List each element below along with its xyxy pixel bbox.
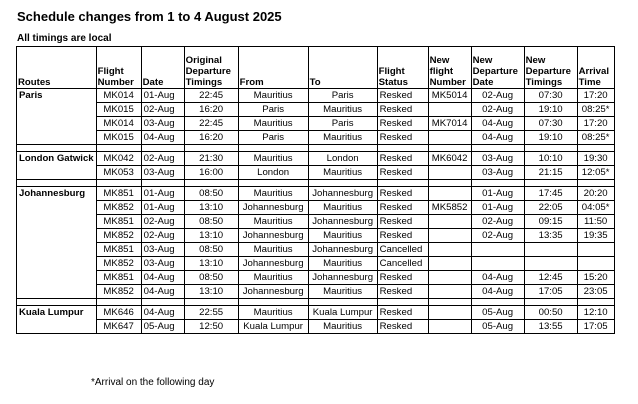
table-row: [17, 257, 615, 271]
flight-status-cell: Resked: [377, 131, 428, 145]
new-flight-number-cell: [428, 243, 471, 257]
table-row: [17, 215, 615, 229]
flight-status-cell: Cancelled: [377, 243, 428, 257]
spacer-cell: [577, 145, 614, 152]
spacer-cell: [96, 299, 141, 306]
flight-number-cell: MK015: [96, 131, 141, 145]
new-departure-time-cell: 21:15: [524, 166, 577, 180]
to-cell: Mauritius: [308, 131, 377, 145]
arrival-time-cell: [577, 243, 614, 257]
date-cell: 01-Aug: [141, 89, 184, 103]
date-cell: 05-Aug: [141, 320, 184, 334]
flight-number-cell: MK852: [96, 285, 141, 299]
to-cell: Mauritius: [308, 201, 377, 215]
flight-number-cell: MK852: [96, 257, 141, 271]
spacer-cell: [141, 299, 184, 306]
date-cell: 01-Aug: [141, 201, 184, 215]
route-cell-empty: [17, 320, 97, 334]
flight-number-cell: MK851: [96, 243, 141, 257]
flight-status-cell: Resked: [377, 201, 428, 215]
header-date: Date: [141, 47, 184, 89]
route-cell-empty: [17, 257, 97, 271]
route-cell-empty: [17, 117, 97, 131]
arrival-time-cell: 12:05*: [577, 166, 614, 180]
date-cell: 04-Aug: [141, 131, 184, 145]
spacer-cell: [524, 145, 577, 152]
date-cell: 01-Aug: [141, 187, 184, 201]
table-row: [17, 89, 615, 103]
new-departure-date-cell: 05-Aug: [471, 320, 524, 334]
new-departure-time-cell: 13:35: [524, 229, 577, 243]
new-departure-time-cell: 09:15: [524, 215, 577, 229]
flight-number-cell: MK851: [96, 215, 141, 229]
from-cell: Mauritius: [238, 152, 308, 166]
original-departure-cell: 16:00: [184, 166, 238, 180]
new-departure-time-cell: 19:10: [524, 131, 577, 145]
new-departure-date-cell: 02-Aug: [471, 215, 524, 229]
original-departure-cell: 12:50: [184, 320, 238, 334]
route-cell-empty: [17, 243, 97, 257]
to-cell: Johannesburg: [308, 271, 377, 285]
flight-number-cell: MK851: [96, 271, 141, 285]
table-row: [17, 285, 615, 299]
original-departure-cell: 16:20: [184, 103, 238, 117]
flight-number-cell: MK852: [96, 201, 141, 215]
group-spacer-row: [17, 180, 615, 187]
flight-number-cell: MK053: [96, 166, 141, 180]
spacer-cell: [471, 145, 524, 152]
to-cell: Mauritius: [308, 229, 377, 243]
route-cell-empty: [17, 215, 97, 229]
to-cell: Mauritius: [308, 166, 377, 180]
date-cell: 02-Aug: [141, 229, 184, 243]
arrival-time-cell: 19:35: [577, 229, 614, 243]
new-flight-number-cell: [428, 320, 471, 334]
to-cell: Kuala Lumpur: [308, 306, 377, 320]
arrival-time-cell: 08:25*: [577, 131, 614, 145]
flight-status-cell: Resked: [377, 166, 428, 180]
spacer-cell: [428, 180, 471, 187]
from-cell: Kuala Lumpur: [238, 320, 308, 334]
from-cell: Johannesburg: [238, 229, 308, 243]
flight-status-cell: Resked: [377, 229, 428, 243]
group-spacer-row: [17, 299, 615, 306]
new-departure-date-cell: 04-Aug: [471, 285, 524, 299]
original-departure-cell: 21:30: [184, 152, 238, 166]
spacer-cell: [184, 180, 238, 187]
new-departure-time-cell: 17:45: [524, 187, 577, 201]
new-flight-number-cell: [428, 285, 471, 299]
flight-number-cell: MK015: [96, 103, 141, 117]
new-departure-date-cell: 05-Aug: [471, 306, 524, 320]
flight-number-cell: MK042: [96, 152, 141, 166]
date-cell: 03-Aug: [141, 117, 184, 131]
original-departure-cell: 22:55: [184, 306, 238, 320]
new-departure-time-cell: 13:55: [524, 320, 577, 334]
spacer-cell: [238, 180, 308, 187]
original-departure-cell: 13:10: [184, 229, 238, 243]
arrival-time-cell: 15:20: [577, 271, 614, 285]
from-cell: Johannesburg: [238, 201, 308, 215]
flight-status-cell: Resked: [377, 306, 428, 320]
new-flight-number-cell: MK6042: [428, 152, 471, 166]
to-cell: Mauritius: [308, 320, 377, 334]
arrival-time-cell: 20:20: [577, 187, 614, 201]
table-row: [17, 103, 615, 117]
spacer-cell: [308, 180, 377, 187]
date-cell: 02-Aug: [141, 215, 184, 229]
page-title: Schedule changes from 1 to 4 August 2025: [17, 9, 282, 24]
header-arrival-time: Arrival Time: [577, 47, 614, 89]
spacer-cell: [524, 180, 577, 187]
flight-number-cell: MK014: [96, 117, 141, 131]
spacer-cell: [377, 145, 428, 152]
flight-status-cell: Resked: [377, 285, 428, 299]
new-departure-time-cell: 22:05: [524, 201, 577, 215]
arrival-time-cell: 19:30: [577, 152, 614, 166]
flight-status-cell: Resked: [377, 89, 428, 103]
spacer-cell: [184, 145, 238, 152]
spacer-cell: [238, 145, 308, 152]
table-row: [17, 152, 615, 166]
spacer-cell: [308, 299, 377, 306]
spacer-cell: [577, 299, 614, 306]
new-departure-date-cell: [471, 243, 524, 257]
table-row: [17, 243, 615, 257]
arrival-time-cell: 11:50: [577, 215, 614, 229]
new-flight-number-cell: MK5852: [428, 201, 471, 215]
original-departure-cell: 13:10: [184, 285, 238, 299]
new-departure-time-cell: 19:10: [524, 103, 577, 117]
to-cell: Mauritius: [308, 257, 377, 271]
table-row: [17, 117, 615, 131]
new-departure-time-cell: [524, 257, 577, 271]
date-cell: 02-Aug: [141, 152, 184, 166]
flight-status-cell: Resked: [377, 320, 428, 334]
route-label: London Gatwick: [17, 152, 97, 166]
table-row: [17, 131, 615, 145]
header-to: To: [308, 47, 377, 89]
new-departure-date-cell: 01-Aug: [471, 201, 524, 215]
spacer-cell: [141, 180, 184, 187]
route-cell-empty: [17, 201, 97, 215]
spacer-cell: [471, 299, 524, 306]
new-flight-number-cell: MK7014: [428, 117, 471, 131]
arrival-time-cell: 17:20: [577, 89, 614, 103]
route-cell-empty: [17, 271, 97, 285]
route-cell-empty: [17, 285, 97, 299]
date-cell: 03-Aug: [141, 166, 184, 180]
flight-number-cell: MK852: [96, 229, 141, 243]
new-departure-date-cell: 04-Aug: [471, 131, 524, 145]
flight-number-cell: MK014: [96, 89, 141, 103]
table-body: [17, 89, 615, 334]
new-departure-date-cell: 02-Aug: [471, 89, 524, 103]
new-departure-date-cell: 02-Aug: [471, 229, 524, 243]
new-flight-number-cell: [428, 187, 471, 201]
new-departure-date-cell: 01-Aug: [471, 187, 524, 201]
new-flight-number-cell: [428, 103, 471, 117]
to-cell: Johannesburg: [308, 243, 377, 257]
arrival-time-cell: [577, 257, 614, 271]
flight-number-cell: MK851: [96, 187, 141, 201]
new-departure-time-cell: [524, 243, 577, 257]
flight-status-cell: Resked: [377, 271, 428, 285]
route-cell-empty: [17, 229, 97, 243]
new-departure-date-cell: 02-Aug: [471, 103, 524, 117]
flight-status-cell: Resked: [377, 215, 428, 229]
new-flight-number-cell: [428, 166, 471, 180]
from-cell: Mauritius: [238, 187, 308, 201]
table-row: [17, 201, 615, 215]
route-cell-empty: [17, 166, 97, 180]
from-cell: Mauritius: [238, 306, 308, 320]
header-from: From: [238, 47, 308, 89]
original-departure-cell: 08:50: [184, 271, 238, 285]
spacer-cell: [96, 145, 141, 152]
new-departure-time-cell: 07:30: [524, 117, 577, 131]
spacer-cell: [524, 299, 577, 306]
spacer-cell: [184, 299, 238, 306]
new-departure-date-cell: [471, 257, 524, 271]
new-flight-number-cell: [428, 306, 471, 320]
arrival-time-cell: 23:05: [577, 285, 614, 299]
arrival-time-cell: 17:05: [577, 320, 614, 334]
flight-number-cell: MK646: [96, 306, 141, 320]
new-flight-number-cell: [428, 131, 471, 145]
header-flight-number: Flight Number: [96, 47, 141, 89]
table-row: [17, 229, 615, 243]
new-departure-time-cell: 07:30: [524, 89, 577, 103]
spacer-cell: [428, 299, 471, 306]
header-new-departure-date: New Departure Date: [471, 47, 524, 89]
new-departure-time-cell: 10:10: [524, 152, 577, 166]
to-cell: Paris: [308, 117, 377, 131]
header-original-departure-timings: Original Departure Timings: [184, 47, 238, 89]
page-subtitle: All timings are local: [17, 33, 112, 44]
new-departure-time-cell: 17:05: [524, 285, 577, 299]
schedule-table: [16, 46, 615, 334]
arrival-time-cell: 04:05*: [577, 201, 614, 215]
table-header: [17, 47, 615, 89]
route-label: Johannesburg: [17, 187, 97, 201]
to-cell: Johannesburg: [308, 215, 377, 229]
spacer-cell: [17, 145, 97, 152]
original-departure-cell: 08:50: [184, 187, 238, 201]
new-flight-number-cell: [428, 215, 471, 229]
footnote: *Arrival on the following day: [91, 377, 215, 388]
date-cell: 03-Aug: [141, 257, 184, 271]
spacer-cell: [471, 180, 524, 187]
flight-status-cell: Cancelled: [377, 257, 428, 271]
new-departure-date-cell: 03-Aug: [471, 166, 524, 180]
header-new-flight-number: New flight Number: [428, 47, 471, 89]
header-flight-status: Flight Status: [377, 47, 428, 89]
from-cell: Paris: [238, 131, 308, 145]
table-row: [17, 166, 615, 180]
route-cell-empty: [17, 103, 97, 117]
to-cell: Mauritius: [308, 103, 377, 117]
date-cell: 04-Aug: [141, 271, 184, 285]
from-cell: Paris: [238, 103, 308, 117]
spacer-cell: [377, 299, 428, 306]
new-departure-date-cell: 03-Aug: [471, 152, 524, 166]
new-departure-date-cell: 04-Aug: [471, 117, 524, 131]
from-cell: Johannesburg: [238, 257, 308, 271]
date-cell: 04-Aug: [141, 306, 184, 320]
flight-status-cell: Resked: [377, 187, 428, 201]
original-departure-cell: 08:50: [184, 215, 238, 229]
table-row: [17, 320, 615, 334]
original-departure-cell: 22:45: [184, 117, 238, 131]
flight-status-cell: Resked: [377, 117, 428, 131]
original-departure-cell: 08:50: [184, 243, 238, 257]
from-cell: London: [238, 166, 308, 180]
new-flight-number-cell: [428, 271, 471, 285]
header-new-departure-timings: New Departure Timings: [524, 47, 577, 89]
spacer-cell: [377, 180, 428, 187]
header-routes: Routes: [17, 47, 97, 89]
from-cell: Mauritius: [238, 243, 308, 257]
spacer-cell: [17, 180, 97, 187]
from-cell: Mauritius: [238, 271, 308, 285]
date-cell: 02-Aug: [141, 103, 184, 117]
from-cell: Mauritius: [238, 117, 308, 131]
spacer-cell: [577, 180, 614, 187]
spacer-cell: [141, 145, 184, 152]
group-spacer-row: [17, 145, 615, 152]
original-departure-cell: 13:10: [184, 257, 238, 271]
spacer-cell: [308, 145, 377, 152]
arrival-time-cell: 08:25*: [577, 103, 614, 117]
arrival-time-cell: 17:20: [577, 117, 614, 131]
spacer-cell: [238, 299, 308, 306]
date-cell: 04-Aug: [141, 285, 184, 299]
table-row: [17, 306, 615, 320]
original-departure-cell: 16:20: [184, 131, 238, 145]
new-flight-number-cell: MK5014: [428, 89, 471, 103]
new-departure-time-cell: 00:50: [524, 306, 577, 320]
flight-status-cell: Resked: [377, 103, 428, 117]
from-cell: Johannesburg: [238, 285, 308, 299]
original-departure-cell: 22:45: [184, 89, 238, 103]
date-cell: 03-Aug: [141, 243, 184, 257]
new-flight-number-cell: [428, 229, 471, 243]
table-row: [17, 271, 615, 285]
route-label: Kuala Lumpur: [17, 306, 97, 320]
flight-status-cell: Resked: [377, 152, 428, 166]
spacer-cell: [428, 145, 471, 152]
route-label: Paris: [17, 89, 97, 103]
from-cell: Mauritius: [238, 89, 308, 103]
spacer-cell: [96, 180, 141, 187]
original-departure-cell: 13:10: [184, 201, 238, 215]
route-cell-empty: [17, 131, 97, 145]
arrival-time-cell: 12:10: [577, 306, 614, 320]
table-row: [17, 187, 615, 201]
to-cell: Johannesburg: [308, 187, 377, 201]
spacer-cell: [17, 299, 97, 306]
flight-number-cell: MK647: [96, 320, 141, 334]
new-departure-date-cell: 04-Aug: [471, 271, 524, 285]
to-cell: London: [308, 152, 377, 166]
from-cell: Mauritius: [238, 215, 308, 229]
new-departure-time-cell: 12:45: [524, 271, 577, 285]
to-cell: Paris: [308, 89, 377, 103]
to-cell: Mauritius: [308, 285, 377, 299]
new-flight-number-cell: [428, 257, 471, 271]
